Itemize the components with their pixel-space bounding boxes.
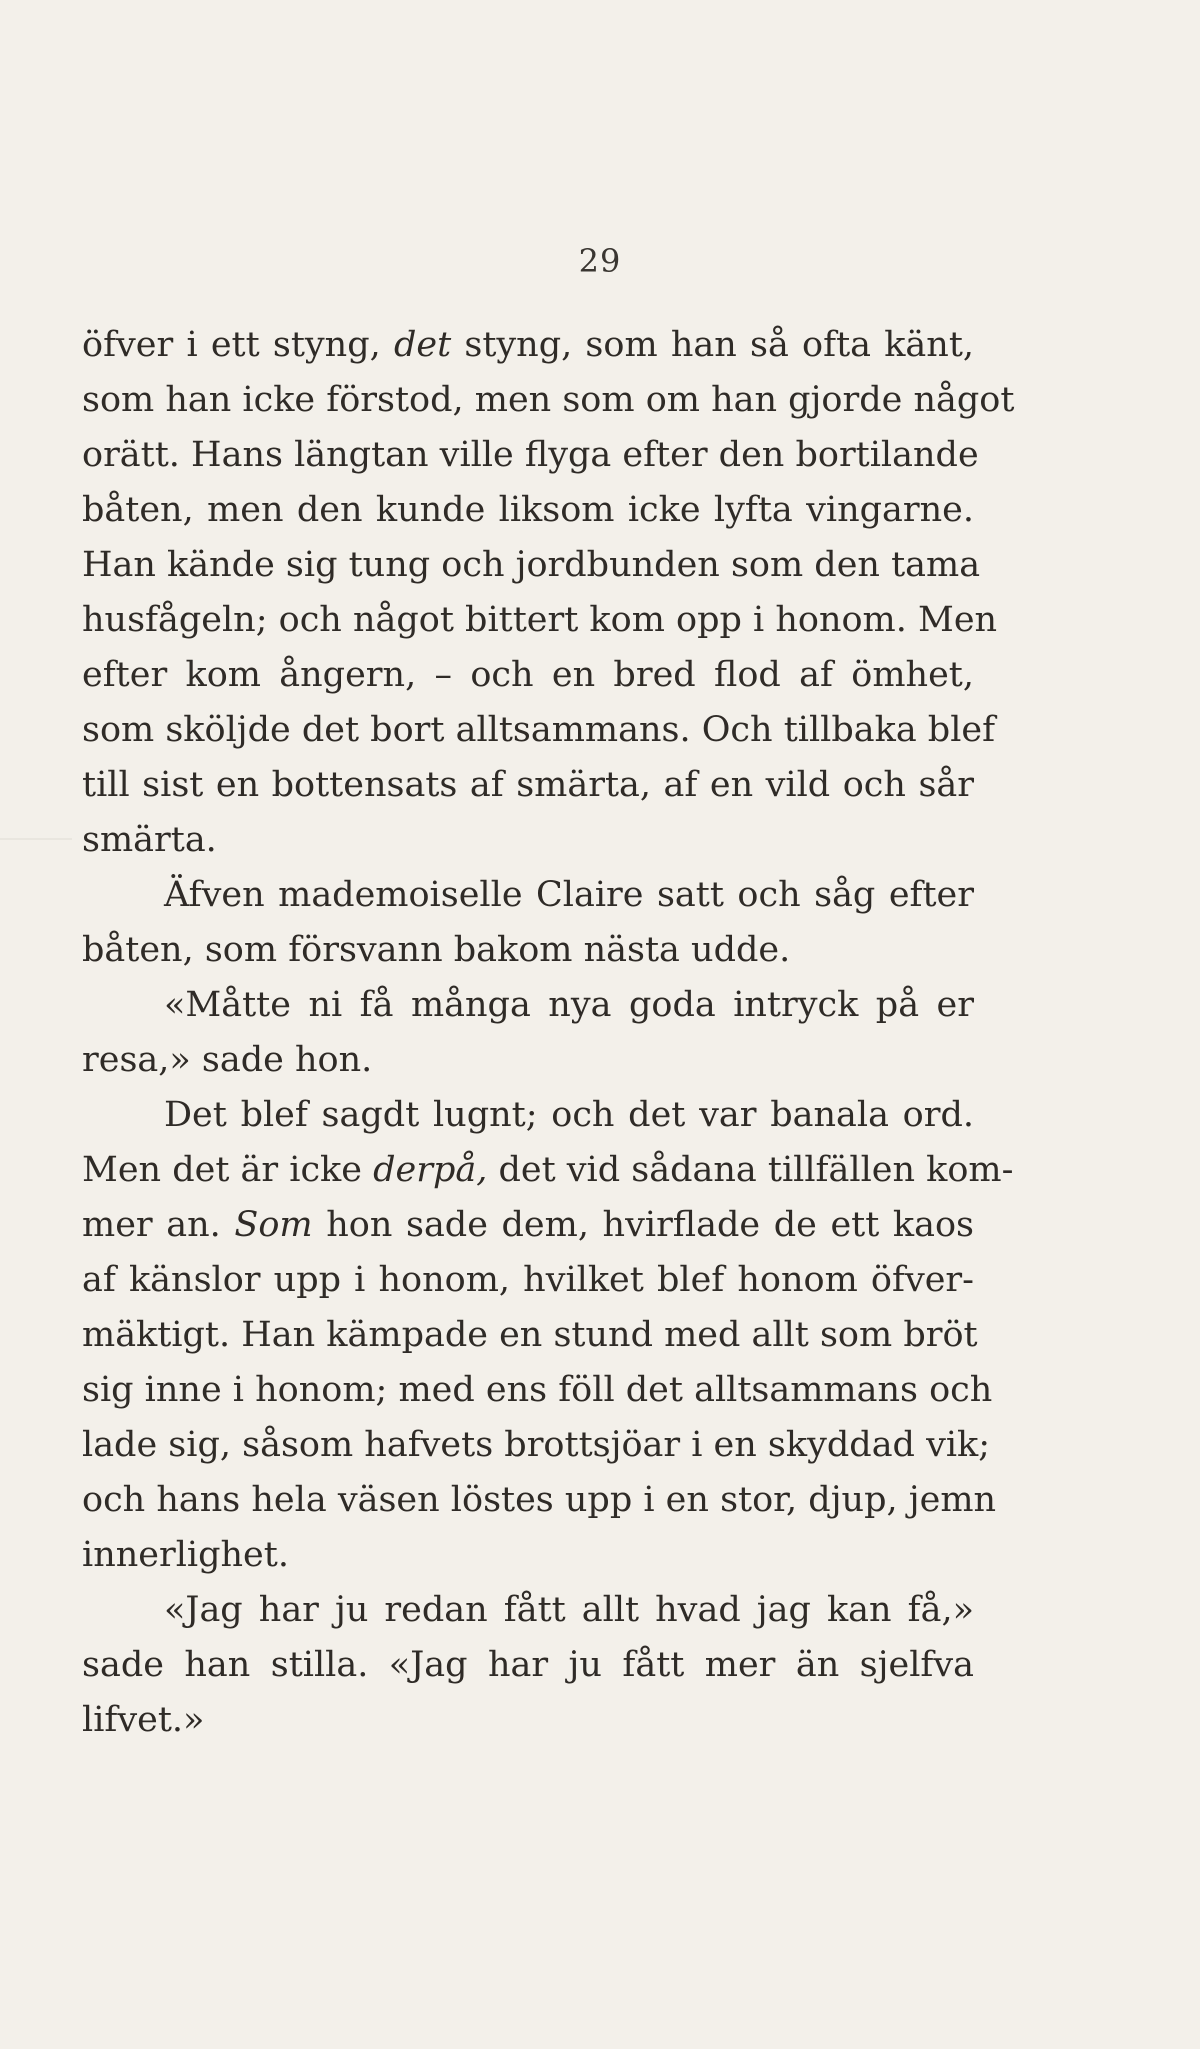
italic-word: det [393,325,452,365]
text-line: Det blef sagdt lugnt; och det var banala ord. [164,1095,974,1135]
text-segment: mer an. [82,1205,235,1245]
body-text [82,318,1015,1748]
text-line: resa,» sade hon. [82,1040,373,1080]
text-line: efter kom ångern, – och en bred flod af ömhet, [82,655,974,695]
text-line [82,1143,1014,1198]
text-segment: öfver i ett styng, [82,325,394,365]
text-segment: styng, som han så ofta känt, [451,325,975,365]
text-line: innerlighet. [82,1535,289,1575]
text-line: Äfven mademoiselle Claire satt och såg efter [164,875,974,915]
text-line: smärta. [82,820,217,860]
text-line: af känslor upp i honom, hvilket blef honom öfver- [82,1260,974,1300]
text-line [82,1198,974,1253]
text-segment: Men det är icke [82,1150,374,1190]
text-line: båten, men den kunde liksom icke lyfta vingarne. [82,490,974,530]
text-line: orätt. Hans längtan ville flyga efter den bortilande [82,435,979,475]
italic-word: derpå, [373,1150,488,1190]
text-line: sade han stilla. «Jag har ju fått mer än sjelfva [82,1645,974,1685]
text-line: båten, som försvann bakom nästa udde. [82,930,791,970]
text-line: husfågeln; och något bittert kom opp i honom. Men [82,600,998,640]
paper-mark [0,838,72,840]
text-line: mäktigt. Han kämpade en stund med allt som bröt [82,1315,978,1355]
text-line [82,318,974,373]
text-segment: hon sade dem, hvirflade de ett kaos [312,1205,974,1245]
text-line: «Jag har ju redan fått allt hvad jag kan få,» [164,1590,974,1630]
text-line: «Måtte ni få många nya goda intryck på er [164,985,974,1025]
page-number: 29 [578,242,622,280]
text-line: till sist en bottensats af smärta, af en vild och sår [82,765,974,805]
italic-word: Som [234,1205,313,1245]
text-segment: det vid sådana tillfällen kom- [487,1150,1014,1190]
text-line: som sköljde det bort alltsammans. Och tillbaka blef [82,710,996,750]
text-line: lade sig, såsom hafvets brottsjöar i en skyddad vik; [82,1425,991,1465]
text-line: som han icke förstod, men som om han gjorde något [82,380,1015,420]
text-line: och hans hela väsen löstes upp i en stor, djup, jemn [82,1480,997,1520]
text-line: Han kände sig tung och jordbunden som den tama [82,545,981,585]
text-line: lifvet.» [82,1700,205,1740]
text-line: sig inne i honom; med ens föll det alltsammans och [82,1370,993,1410]
